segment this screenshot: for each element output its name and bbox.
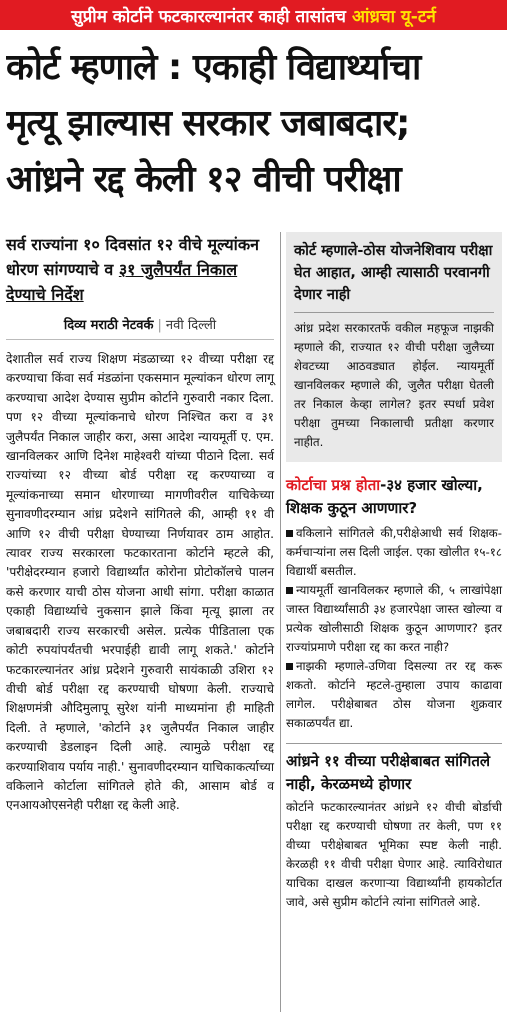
deck-part-2: ३१ जुलैपर्यंत निकाल देण्याचे निर्देश bbox=[6, 260, 238, 304]
court-box-heading: कोर्ट म्हणाले-ठोस योजनेशिवाय परीक्षा घेत आहात, आम्ही त्यासाठी परवानगी देणार नाही bbox=[294, 240, 494, 313]
byline-place: नवी दिल्ली bbox=[165, 318, 217, 333]
deck-part-1: सर्व राज्यांना १० दिवसांत १२ वीचे मूल्यांकन धोरण सांगण्याचे व bbox=[6, 235, 259, 279]
headline-line-2: मृत्यू झाल्यास सरकार जबाबदार; bbox=[6, 103, 410, 144]
column-divider bbox=[280, 232, 281, 1012]
list-item bbox=[286, 657, 502, 733]
bullet-text: नाझकी म्हणाले-उणिवा दिसल्या तर रद्द करू शकतो. कोर्टाने म्हटले-तुम्हाला उपाय काढावा लागेल. परीक्षेबाबत ठोस योजना शुक्रवार सकाळपर्यंत द्या. bbox=[286, 659, 502, 730]
bullet-text: वकिलाने सांगितले की,परीक्षेआधी सर्व शिक्षक-कर्मचाऱ्यांना लस दिली जाईल. एका खोलीत १५-१८ विद्यार्थी बसतील. bbox=[286, 526, 502, 578]
square-bullet-icon bbox=[286, 663, 293, 670]
bullet-text: न्यायमूर्ती खानविलकर म्हणाले की, ५ लाखांपेक्षा जास्त विद्यार्थ्यांसाठी ३४ हजारपेक्षा जास्त खोल्या व प्रत्येक खोलीसाठी शिक्षक कुठून आणणार? इतर राज्यांप्रमाणे परीक्षा रद्द का करत नाही? bbox=[286, 583, 502, 654]
byline-separator: | bbox=[157, 318, 162, 333]
court-box-body: आंध्र प्रदेश सरकारतर्फे वकील महफूज नाझकी म्हणाले की, राज्यात १२ वीची परीक्षा जुलैच्या शेवटच्या आठवड्यात होईल. न्यायमूर्ती खानविलकर म्हणाले की, जुलैत परीक्षा घेतली तर निकाल केव्हा लागेल? इतर स्पर्धा प्रवेश परीक्षा तुमच्या निकालाची प्रतीक्षा करणार नाहीत. bbox=[294, 321, 494, 449]
section-heading: आंध्रने ११ वीच्या परीक्षेबाबत सांगितले नाही, केरळमध्ये होणार bbox=[286, 752, 491, 793]
sidebar bbox=[286, 232, 502, 912]
question-heading-red: कोर्टाचा प्रश्न होता bbox=[286, 476, 381, 494]
deck bbox=[6, 232, 274, 307]
question-heading bbox=[286, 474, 502, 520]
list-item bbox=[286, 581, 502, 657]
byline bbox=[6, 315, 274, 339]
question-heading-rest: -३४ हजार खोल्या, शिक्षक कुठून आणणार? bbox=[286, 476, 483, 517]
kicker-highlight: आंध्रचा यू-टर्न bbox=[351, 6, 436, 27]
main-article bbox=[6, 232, 274, 816]
section-rule bbox=[286, 743, 502, 744]
court-box bbox=[286, 232, 502, 462]
square-bullet-icon bbox=[286, 587, 293, 594]
headline-line-1: कोर्ट म्हणाले : एकाही विद्यार्थ्याचा bbox=[6, 47, 421, 88]
byline-rule bbox=[6, 339, 274, 340]
byline-source: दिव्य मराठी नेटवर्क bbox=[63, 318, 154, 333]
square-bullet-icon bbox=[286, 530, 293, 537]
headline bbox=[6, 40, 501, 208]
section-body: कोर्टाने फटकारल्यानंतर आंध्रने १२ वीची बोर्डाची परीक्षा रद्द करण्याची घोषणा तर केली, पण ११ वीच्या परीक्षेबाबत भूमिका स्पष्ट केली नाही. केरळही ११ वीची परीक्षा घेणार आहे. त्याविरोधात याचिका दाखल करणाऱ्या विद्यार्थ्यांनी हायकोर्टात जावे, असे सुप्रीम कोर्टाने त्यांना सांगितले आहे. bbox=[286, 800, 502, 909]
list-item bbox=[286, 524, 502, 581]
question-body bbox=[286, 524, 502, 733]
headline-line-3: आंध्रने रद्द केली १२ वीची परीक्षा bbox=[6, 159, 401, 200]
kicker-bar bbox=[0, 0, 507, 30]
article-body: देशातील सर्व राज्य शिक्षण मंडळाच्या १२ वीच्या परीक्षा रद्द करण्याचा किंवा सर्व मंडळांना एकसमान मूल्यांकन धोरण लागू करण्याचा आदेश देण्यास सुप्रीम कोर्टाने गुरुवारी नकार दिला. पण १२ वीच्या मूल्यांकनाचे धोरण निश्चित करा व ३१ जुलैपर्यंत निकाल जाहीर करा, असा आदेश न्यायमूर्ती ए. एम. खानविलकर आणि दिनेश माहेश्वरी यांच्या पीठाने दिला. सर्व राज्यांच्या १२ वीच्या बोर्ड परीक्षा रद्द करण्याच्या व मूल्यांकनाच्या समान धोरणाच्या मागणीवरील याचिकेच्या सुनावणीदरम्यान आंध्र प्रदेशने सांगितले की, आम्ही ११ वी आणि १२ वीची परीक्षा घेण्याच्या निर्णयावर ठाम आहोत. त्यावर राज्य सरकारला फटकारताना कोर्टाने म्हटले की, 'परीक्षेदरम्यान हजारो विद्यार्थ्यांत कोरोना प्रोटोकॉलचे पालन कसे करणार याची ठोस योजना आधी सांगा. परीक्षा काळात एकाही विद्यार्थ्याचे नुकसान झाले किंवा मृत्यू झाला तर जबाबदारी राज्य सरकारची असेल. प्रत्येक पीडिताला एक कोटी रुपयांपर्यंतची भरपाईही द्यावी लागू शकते.' कोर्टाने फटकारल्यानंतर आंध्र प्रदेशने गुरुवारी सायंकाळी उशिरा १२ वीची बोर्ड परीक्षा रद्द करण्याची घोषणा केली. राज्याचे शिक्षणमंत्री औदिमुलापू सुरेश यांनी माध्यमांना ही माहिती दिली. ते म्हणाले, 'कोर्टाने ३१ जुलैपर्यंत निकाल जाहीर करण्याची डेडलाइन दिली आहे. त्यामुळे परीक्षा रद्द करण्याशिवाय पर्याय नाही.' सुनावणीदरम्यान याचिकाकर्त्याच्या वकिलाने कोर्टाला सांगितले होते की, आसाम बोर्ड व एनआयओएसनेही परीक्षा रद्द केली आहे. bbox=[6, 352, 274, 813]
kicker-text: सुप्रीम कोर्टाने फटकारल्यानंतर काही तासांतच bbox=[71, 6, 346, 27]
